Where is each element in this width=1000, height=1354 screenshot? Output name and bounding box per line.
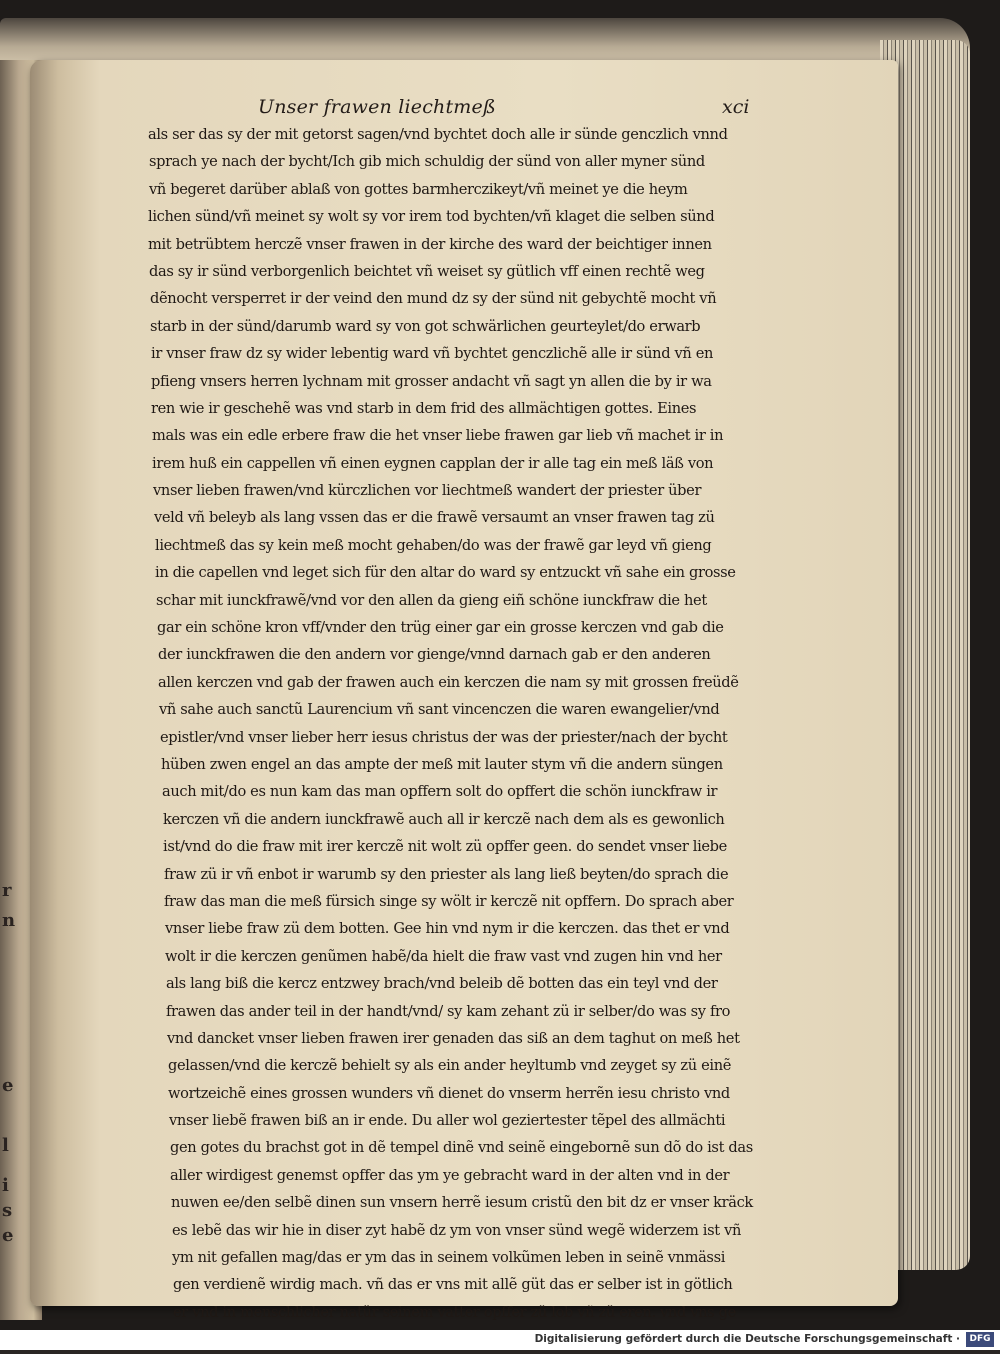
text-line: veld vñ beleyb als lang vssen das er die frawẽ versaumt an vnser frawen tag zü <box>154 509 715 527</box>
text-line: ir vnser fraw dz sy wider lebentig ward vñ bychtet genczlichẽ alle ir sünd vñ en <box>151 345 714 363</box>
text-line: frawen das ander teil in der handt/vnd/ sy kam zehant zü ir selber/do was sy fro <box>166 1002 731 1020</box>
text-line: allen kerczen vnd gab der frawen auch ein kerczen die nam sy mit grossen freüdẽ <box>158 673 739 691</box>
text-line: pfieng vnsers herren lychnam mit grosser andacht vñ sagt yn allen die by ir wa <box>151 372 712 390</box>
text-line: vnd dancket vnser lieben frawen irer genaden das siß an dem taghut on meß het <box>167 1029 740 1047</box>
left-page-mark: r <box>2 880 12 901</box>
text-line: vñ sahe auch sanctũ Laurencium vñ sant vincenczen die waren ewangelier/vnd <box>159 701 720 719</box>
text-line: vnser lieben frawen/vnd kürczlichen vor liechtmeß wandert der priester über <box>153 482 702 500</box>
text-line: liechtmeß das sy kein meß mocht gehaben/do was der frawẽ gar leyd vñ gieng <box>155 536 712 554</box>
text-line: als ser das sy der mit getorst sagen/vnd bychtet doch alle ir sünde genczlich vnnd <box>148 126 728 143</box>
text-line: in die capellen vnd leget sich für den altar do ward sy entzuckt vñ sahe ein grosse <box>155 564 736 582</box>
text-line: epistler/vnd vnser lieber herr iesus christus der was der priester/nach der bycht <box>160 728 728 746</box>
text-line: mit betrübtem herczẽ vnser frawen in der kirche des ward der beichtiger innen <box>148 235 712 253</box>
body-text <box>148 121 794 1354</box>
text-line: gen verdienẽ wirdig mach. vñ das er vns mit allẽ güt das er selber ist in götlich <box>173 1276 733 1294</box>
text-line: gar ein schöne kron vff/vnder den trüg einer gar ein grosse kerczen vnd gab die <box>157 619 724 637</box>
dfg-logo: DFG <box>966 1332 994 1347</box>
text-line: schar mit iunckfrawẽ/vnd vor den allen da gieng eiñ schöne iunckfraw die het <box>156 591 707 609</box>
text-line: irem huß ein cappellen vñ einen eygnen capplan der ir alle tag ein meß läß von <box>152 454 714 472</box>
text-line: es lebẽ das wir hie in diser zyt habẽ dz ym von vnser sünd wegẽ widerzem ist vñ <box>172 1221 742 1239</box>
text-line: das sy ir sünd verborgenlich beichtet vñ weiset sy gütlich vff einen rechtẽ weg <box>149 262 705 280</box>
text-line: vñ begeret darüber ablaß von gottes barmherczikeyt/vñ meinet ye die heym <box>149 180 688 198</box>
left-page-mark: i <box>2 1175 9 1196</box>
text-line: hüben zwen engel an das ampte der meß mit lauter stym vñ die andern süngen <box>161 755 723 773</box>
text-line: gen gotes du brachst got in dẽ tempel dinẽ vnd seinẽ eingebornẽ sun dõ do ist das <box>170 1139 753 1157</box>
text-line: wolt ir die kerczen genũmen habẽ/da hielt die fraw vast vnd zugen hin vnd her <box>165 947 722 965</box>
text-line: wortzeichẽ eines grossen wunders vñ dienet do vnserm herrẽn iesu christo vnd <box>168 1084 730 1102</box>
left-page-mark: l <box>2 1135 9 1156</box>
footer-bar <box>0 1330 1000 1350</box>
funding-notice: Digitalisierung gefördert durch die Deutsche Forschungsgemeinschaft · <box>534 1333 960 1345</box>
text-line: vnser liebẽ frawen biß an ir ende. Du aller wol geziertester tẽpel des allmächti <box>169 1112 726 1130</box>
left-page-mark: s <box>2 1200 13 1221</box>
left-page-mark: e <box>2 1225 14 1246</box>
text-line: auch mit/do es nun kam das man opffern solt do opffert die schön iunckfraw ir <box>162 783 718 801</box>
text-line: kerczen vñ die andern iunckfrawẽ auch all ir kerczẽ nach dem als es gewonlich <box>163 810 725 828</box>
text-line: nuwen ee/den selbẽ dinen sun vnsern herrẽ iesum cristũ den bit dz er vnser kräck <box>171 1194 753 1212</box>
text-line: dẽnocht versperret ir der veind den mund dz sy der sünd nit gebychtẽ mocht vñ <box>150 290 717 308</box>
text-line: als lang biß die kercz entzwey brach/vnd beleib dẽ botten das ein teyl vnd der <box>166 975 718 993</box>
text-line: der iunckfrawen die den andern vor gienge/vnnd darnach gab er den anderen <box>158 646 711 664</box>
text-line: starb in der sünd/darumb ward sy von got schwärlichen geurteylet/do erwarb <box>150 317 701 335</box>
text-line: lichen sünd/vñ meinet sy wolt sy vor irem tod bychten/vñ klaget die selben sünd <box>148 208 715 226</box>
text-line: ist/vnd do die fraw mit irer kerczẽ nit wolt zü opffer geen. do sendet vnser liebe <box>163 838 727 856</box>
text-line: ren wie ir geschehẽ was vnd starb in dem frid des allmächtigen gottes. Eines <box>151 399 697 417</box>
left-page-mark: e <box>2 1075 14 1096</box>
text-line: fraw zü ir vñ enbot ir warumb sy den priester als lang ließ beyten/do sprach die <box>164 865 729 883</box>
running-head: Unser frawen liechtmeß <box>258 96 496 118</box>
text-line: aller wirdigest genemst opffer das ym ye gebracht ward in der alten vnd in der <box>170 1166 730 1184</box>
left-page-mark: n <box>2 910 16 931</box>
text-line: ym nit gefallen mag/das er ym das in seinem volkũmen leben in seinẽ vnmässi <box>172 1249 726 1267</box>
text-line: fraw das man die meß fürsich singe sy wölt ir kerczẽ nit opffern. Do sprach aber <box>164 892 734 910</box>
text-line: sprach ye nach der bycht/Ich gib mich schuldig der sünd von aller myner sünd <box>149 153 705 171</box>
folio-number: xci <box>722 96 750 118</box>
text-line: er vnd in menschlicher natür seinem vatter opffer zü lob vñ zü eren. vnd vns ge <box>173 1303 736 1321</box>
text-line: vnser liebe fraw zü dem botten. Gee hin vnd nym ir die kerczen. das thet er vnd <box>165 920 730 938</box>
text-line: mals was ein edle erbere fraw die het vnser liebe frawen gar lieb vñ machet ir in <box>152 427 724 445</box>
text-line: gelassen/vnd die kerczẽ behielt sy als ein ander heyltumb vnd zeyget sy zü einẽ <box>168 1057 732 1075</box>
